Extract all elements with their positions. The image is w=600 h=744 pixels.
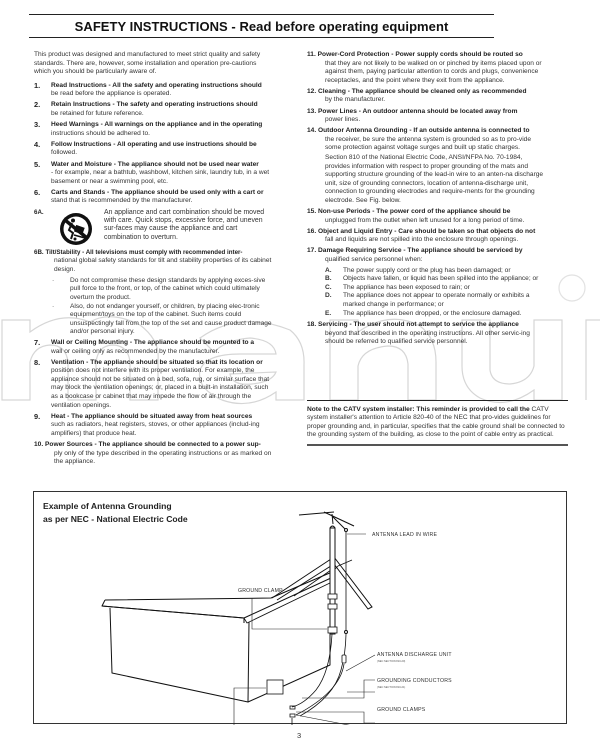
label-grounding-conductors-ref: (NEC SECTION 810-21) — [377, 686, 406, 689]
page-title: SAFETY INSTRUCTIONS - Read before operating equipment — [74, 18, 449, 34]
item-number: 18. — [307, 321, 317, 329]
instruction-item-10 — [34, 441, 274, 467]
condition-letter: C. — [325, 283, 332, 291]
bullet-list — [52, 277, 274, 337]
condition-item — [325, 275, 547, 284]
page-number: 3 — [297, 731, 302, 740]
label-discharge-unit: ANTENNA DISCHARGE UNIT — [377, 652, 452, 658]
condition-text: The power supply cord or the plug has been damaged; or — [343, 266, 511, 274]
item-number: 6. — [34, 187, 41, 197]
bullet-mark: · — [52, 302, 55, 310]
item-number: 8. — [34, 357, 41, 367]
instruction-item-13 — [307, 108, 547, 125]
instruction-item-9 — [34, 413, 274, 439]
item-number: 6B. — [34, 248, 44, 256]
condition-text: The appliance has been dropped, or the enclosure damaged. — [343, 309, 522, 317]
item-number: 3. — [34, 120, 41, 130]
item-text: beyond that described in the operating instructions. All other servic-ing should be referred to qualified service personnel. — [325, 329, 530, 346]
item-lead: Damage Requiring Service - The appliance should be serviced by — [318, 247, 523, 255]
item-text: such as radiators, heat registers, stoves, or other appliances (includ-ing amplifiers) that produce heat. — [51, 421, 260, 437]
instruction-item-1 — [34, 82, 274, 99]
condition-letter: E. — [325, 309, 332, 317]
item-number: 4. — [34, 139, 41, 149]
catv-installer-note — [307, 400, 568, 446]
condition-text: The appliance does not appear to operate normally or exhibits a marked change in performance; or — [343, 292, 530, 309]
item-text: - for example, near a bathtub, washbowl, kitchen sink, laundry tub, in a wet basement or near a swimming pool, etc. — [51, 169, 270, 185]
item-lead: Heat - The appliance should be situated away from heat sources — [51, 412, 253, 420]
label-ground-clamps: GROUND CLAMPS — [377, 707, 426, 713]
instruction-item-11 — [307, 51, 547, 85]
item-lead: Retain Instructions - The safety and operating instructions should — [51, 101, 258, 109]
item-number: 6A. — [34, 208, 44, 216]
condition-letter: B. — [325, 275, 332, 283]
label-antenna-lead: ANTENNA LEAD IN WIRE — [372, 532, 438, 538]
antenna-grounding-diagram — [34, 492, 568, 725]
item-number: 9. — [34, 411, 41, 421]
item-lead: Servicing - The user should not attempt to service the appliance — [318, 321, 519, 329]
item-number: 13. — [307, 107, 317, 115]
condition-letter: D. — [325, 292, 332, 300]
item-number: 5. — [34, 159, 41, 169]
instruction-item-15 — [307, 208, 547, 225]
condition-text: The appliance has been exposed to rain; or — [343, 283, 470, 291]
note-text: CATV system installer's attention to Article 820-40 of the NEC that pro-vides guidelines for proper grounding and, in particular, specifies that the cable ground shall be connected to the grounding system of the building, as close to the point of cable entry as practical. — [307, 406, 565, 439]
item-text: the receiver, be sure the antenna system is grounded so as to pro-vide some protection against voltage surges and built up static charges. — [325, 135, 531, 152]
damage-conditions-list — [325, 267, 547, 319]
instruction-item-17 — [307, 247, 547, 264]
bullet-text: Do not compromise these design standards by applying exces-sive pull force to the front, or top, of the cabinet which could ultimately overturn the product. — [70, 276, 266, 301]
item-text: be retained for future reference. — [51, 110, 144, 118]
item-text: fall and liquids are not spilled into the enclosure through openings. — [325, 236, 519, 244]
item-number: 11. — [307, 51, 316, 58]
instruction-item-6a — [34, 209, 274, 247]
figure-title-line-2: as per NEC - National Electric Code — [43, 513, 188, 524]
figure-title-line-1: Example of Antenna Grounding — [43, 501, 172, 511]
item-number: 10. — [34, 440, 44, 448]
instruction-item-6 — [34, 189, 274, 206]
item-text: qualified service personnel when: — [325, 256, 423, 264]
label-grounding-conductors: GROUNDING CONDUCTORS — [377, 678, 452, 684]
instruction-item-3 — [34, 121, 274, 138]
instruction-item-7 — [34, 339, 274, 356]
item-text: position does not interfere with its proper ventilation. For example, the appliance should not be situated on a bed, sofa, rug, or similar surface that may block the ventilation openings; or, placed in a built-in installation, such as a bookcase or cabinet that may impede the flow of air through the ventilation openings. — [51, 367, 270, 409]
instruction-item-16 — [307, 228, 547, 245]
instruction-item-18 — [307, 321, 547, 347]
item-lead: Object and Liquid Entry - Care should be taken so that objects do not — [318, 227, 536, 235]
item-lead: Power Sources - The appliance should be connected to a power sup- — [45, 440, 261, 448]
item-text: by the manufacturer. — [325, 96, 386, 104]
item-number: 7. — [34, 337, 41, 347]
item-lead: Follow Instructions - All operating and use instructions should be — [51, 140, 257, 148]
note-lead: Note to the CATV system installer: This reminder is provided to call the — [307, 406, 530, 413]
item-text: power lines. — [325, 116, 361, 124]
intro-paragraph: This product was designed and manufactured to meet strict quality and safety standards. There are, however, some installation and operation pre-cautions which you should be particularly aware of. — [34, 51, 261, 76]
instruction-item-8 — [34, 359, 274, 411]
condition-item — [325, 292, 547, 309]
item-lead: Non-use Periods - The power cord of the appliance should be — [318, 208, 511, 216]
item-number: 17. — [307, 247, 317, 255]
label-ground-clamp: GROUND CLAMP — [238, 588, 283, 594]
item-text: be read before the appliance is operated. — [51, 90, 172, 98]
condition-letter: A. — [325, 266, 332, 274]
item-lead: Power-Cord Protection - Power supply cords should be routed so — [317, 51, 523, 58]
item-number: 1. — [34, 80, 41, 90]
item-lead: Read Instructions - All the safety and operating instructions should — [51, 81, 262, 89]
antenna-grounding-figure — [33, 491, 567, 724]
item-text: that they are not likely to be walked on or pinched by items placed upon or against them, paying particular attention to cords and plugs, convenience receptacles, and the point where they exit from the appliance. — [325, 59, 542, 84]
instruction-item-12 — [307, 88, 547, 105]
condition-text: Objects have fallen, or liquid has been spilled into the appliance; or — [343, 275, 539, 283]
bullet-item — [52, 277, 274, 303]
item-lead: Outdoor Antenna Grounding - If an outside antenna is connected to — [318, 127, 530, 135]
left-column — [34, 51, 274, 469]
item-text: unplugged from the outlet when left unused for a long period of time. — [325, 216, 525, 224]
item-number: 2. — [34, 100, 41, 110]
right-column — [307, 51, 547, 350]
instruction-item-6b — [34, 249, 274, 337]
bullet-mark: · — [52, 276, 55, 284]
item-lead: Tilt/Stability - All televisions must comply with recommended inter- — [45, 248, 243, 256]
condition-item — [325, 310, 547, 319]
item-number: 12. — [307, 87, 317, 95]
item-number: 15. — [307, 208, 317, 216]
item-text-section-810: Section 810 of the National Electric Code, ANSI/NFPA No. 70-1984, provides information with respect to proper grounding of the mats and supporting structure grounding of the lead-in wire to an anten-na discharge unit, size of grounding connectors, location of antenna-discharge unit, connection to grounding electrodes and require-ments for the grounding electrode. See Fig. below. — [325, 154, 544, 204]
item-lead: Power Lines - An outdoor antenna should be located away from — [318, 107, 518, 115]
item-lead: Wall or Ceiling Mounting - The appliance should be mounted to a — [51, 338, 255, 346]
condition-item — [325, 267, 547, 276]
instruction-item-2 — [34, 101, 274, 118]
condition-item — [325, 284, 547, 293]
item-text: An appliance and cart combination should be moved with care. Quick stops, excessive force, and uneven sur-faces may cause the appliance and cart combination to overturn. — [104, 208, 265, 241]
item-text: wall or ceiling only as recommended by the manufacturer. — [51, 347, 220, 355]
cart-tipover-warning-icon — [56, 211, 96, 247]
item-lead: Heed Warnings - All warnings on the appliance and in the operating — [51, 121, 263, 129]
page-header — [29, 14, 494, 38]
instruction-item-14 — [307, 127, 547, 205]
instruction-item-5 — [34, 161, 274, 187]
item-text: stand that is recommended by the manufacturer. — [51, 197, 193, 205]
label-discharge-unit-ref: (NEC SECTION 810-20) — [377, 660, 406, 663]
item-text: national global safety standards for tilt and stability properties of its cabinet design. — [54, 257, 272, 273]
item-lead: Cleaning - The appliance should be cleaned only as recommended — [318, 87, 527, 95]
item-text: ply only of the type described in the operating instructions or as marked on the appliance. — [54, 449, 272, 466]
item-number: 16. — [307, 227, 317, 235]
bullet-text: Also, do not endanger yourself, or children, by placing elec-tronic equipment/toys on the top of the cabinet. Such items could unsuspectingly fall from the top of the set and cause product damage and/or personal injury. — [70, 302, 272, 336]
item-lead: Ventilation - The appliance should be situated so that its location or — [51, 358, 263, 366]
item-number: 14. — [307, 127, 317, 135]
item-text: followed. — [51, 149, 78, 157]
item-lead: Carts and Stands - The appliance should be used only with a cart or — [51, 188, 264, 196]
instruction-item-4 — [34, 141, 274, 158]
item-text: instructions should be adhered to. — [51, 129, 150, 137]
bullet-item — [52, 303, 274, 337]
item-lead: Water and Moisture - The appliance should not be used near water — [51, 160, 259, 168]
